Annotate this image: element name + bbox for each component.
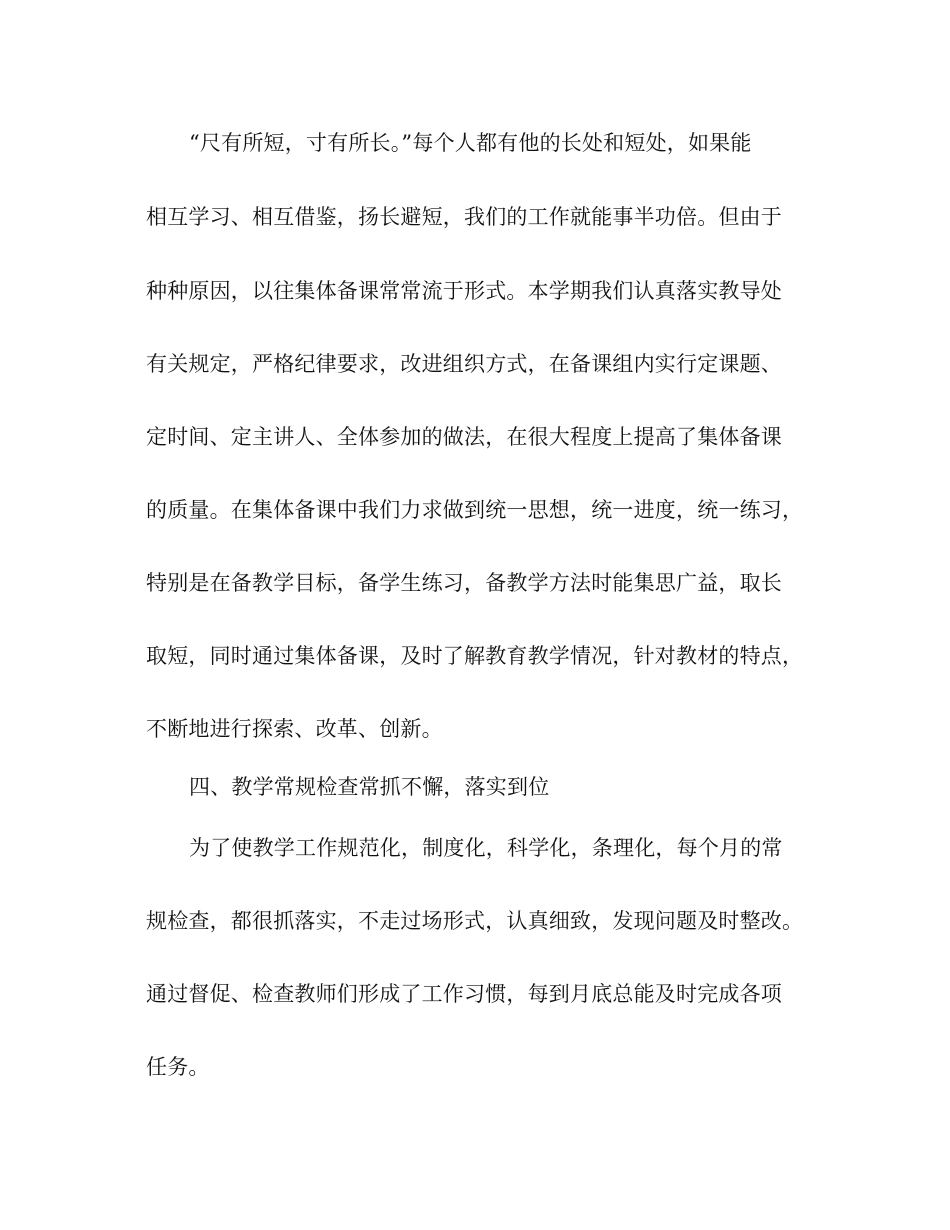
paragraph-line: 任务。 xyxy=(146,1055,210,1079)
paragraph-line: 取短，同时通过集体备课，及时了解教育教学情况，针对教材的特点， xyxy=(146,644,804,668)
paragraph-line: 相互学习、相互借鉴，扬长避短，我们的工作就能事半功倍。但由于 xyxy=(146,205,782,229)
paragraph-line: 不断地进行探索、改革、创新。 xyxy=(146,717,443,741)
paragraph-line: 定时间、定主讲人、全体参加的做法，在很大程度上提高了集体备课 xyxy=(146,425,782,449)
paragraph-line: 通过督促、检查教师们形成了工作习惯，每到月底总能及时完成各项 xyxy=(146,982,782,1006)
paragraph-line: 种种原因，以往集体备课常常流于形式。本学期我们认真落实教导处 xyxy=(146,279,782,303)
paragraph-line: 规检查，都很抓落实，不走过场形式，认真细致，发现问题及时整改。 xyxy=(146,909,804,933)
paragraph-line: 特别是在备教学目标，备学生练习，备教学方法时能集思广益，取长 xyxy=(146,571,782,595)
paragraph-line: “尺有所短，寸有所长。”每个人都有他的长处和短处，如果能 xyxy=(189,131,752,155)
section-heading: 四、教学常规检查常抓不懈，落实到位 xyxy=(189,775,550,799)
paragraph-line: 有关规定，严格纪律要求，改进组织方式，在备课组内实行定课题、 xyxy=(146,352,782,376)
paragraph-line: 为了使教学工作规范化，制度化，科学化，条理化，每个月的常 xyxy=(189,836,783,860)
paragraph-line: 的质量。在集体备课中我们力求做到统一思想，统一进度，统一练习， xyxy=(146,498,804,522)
